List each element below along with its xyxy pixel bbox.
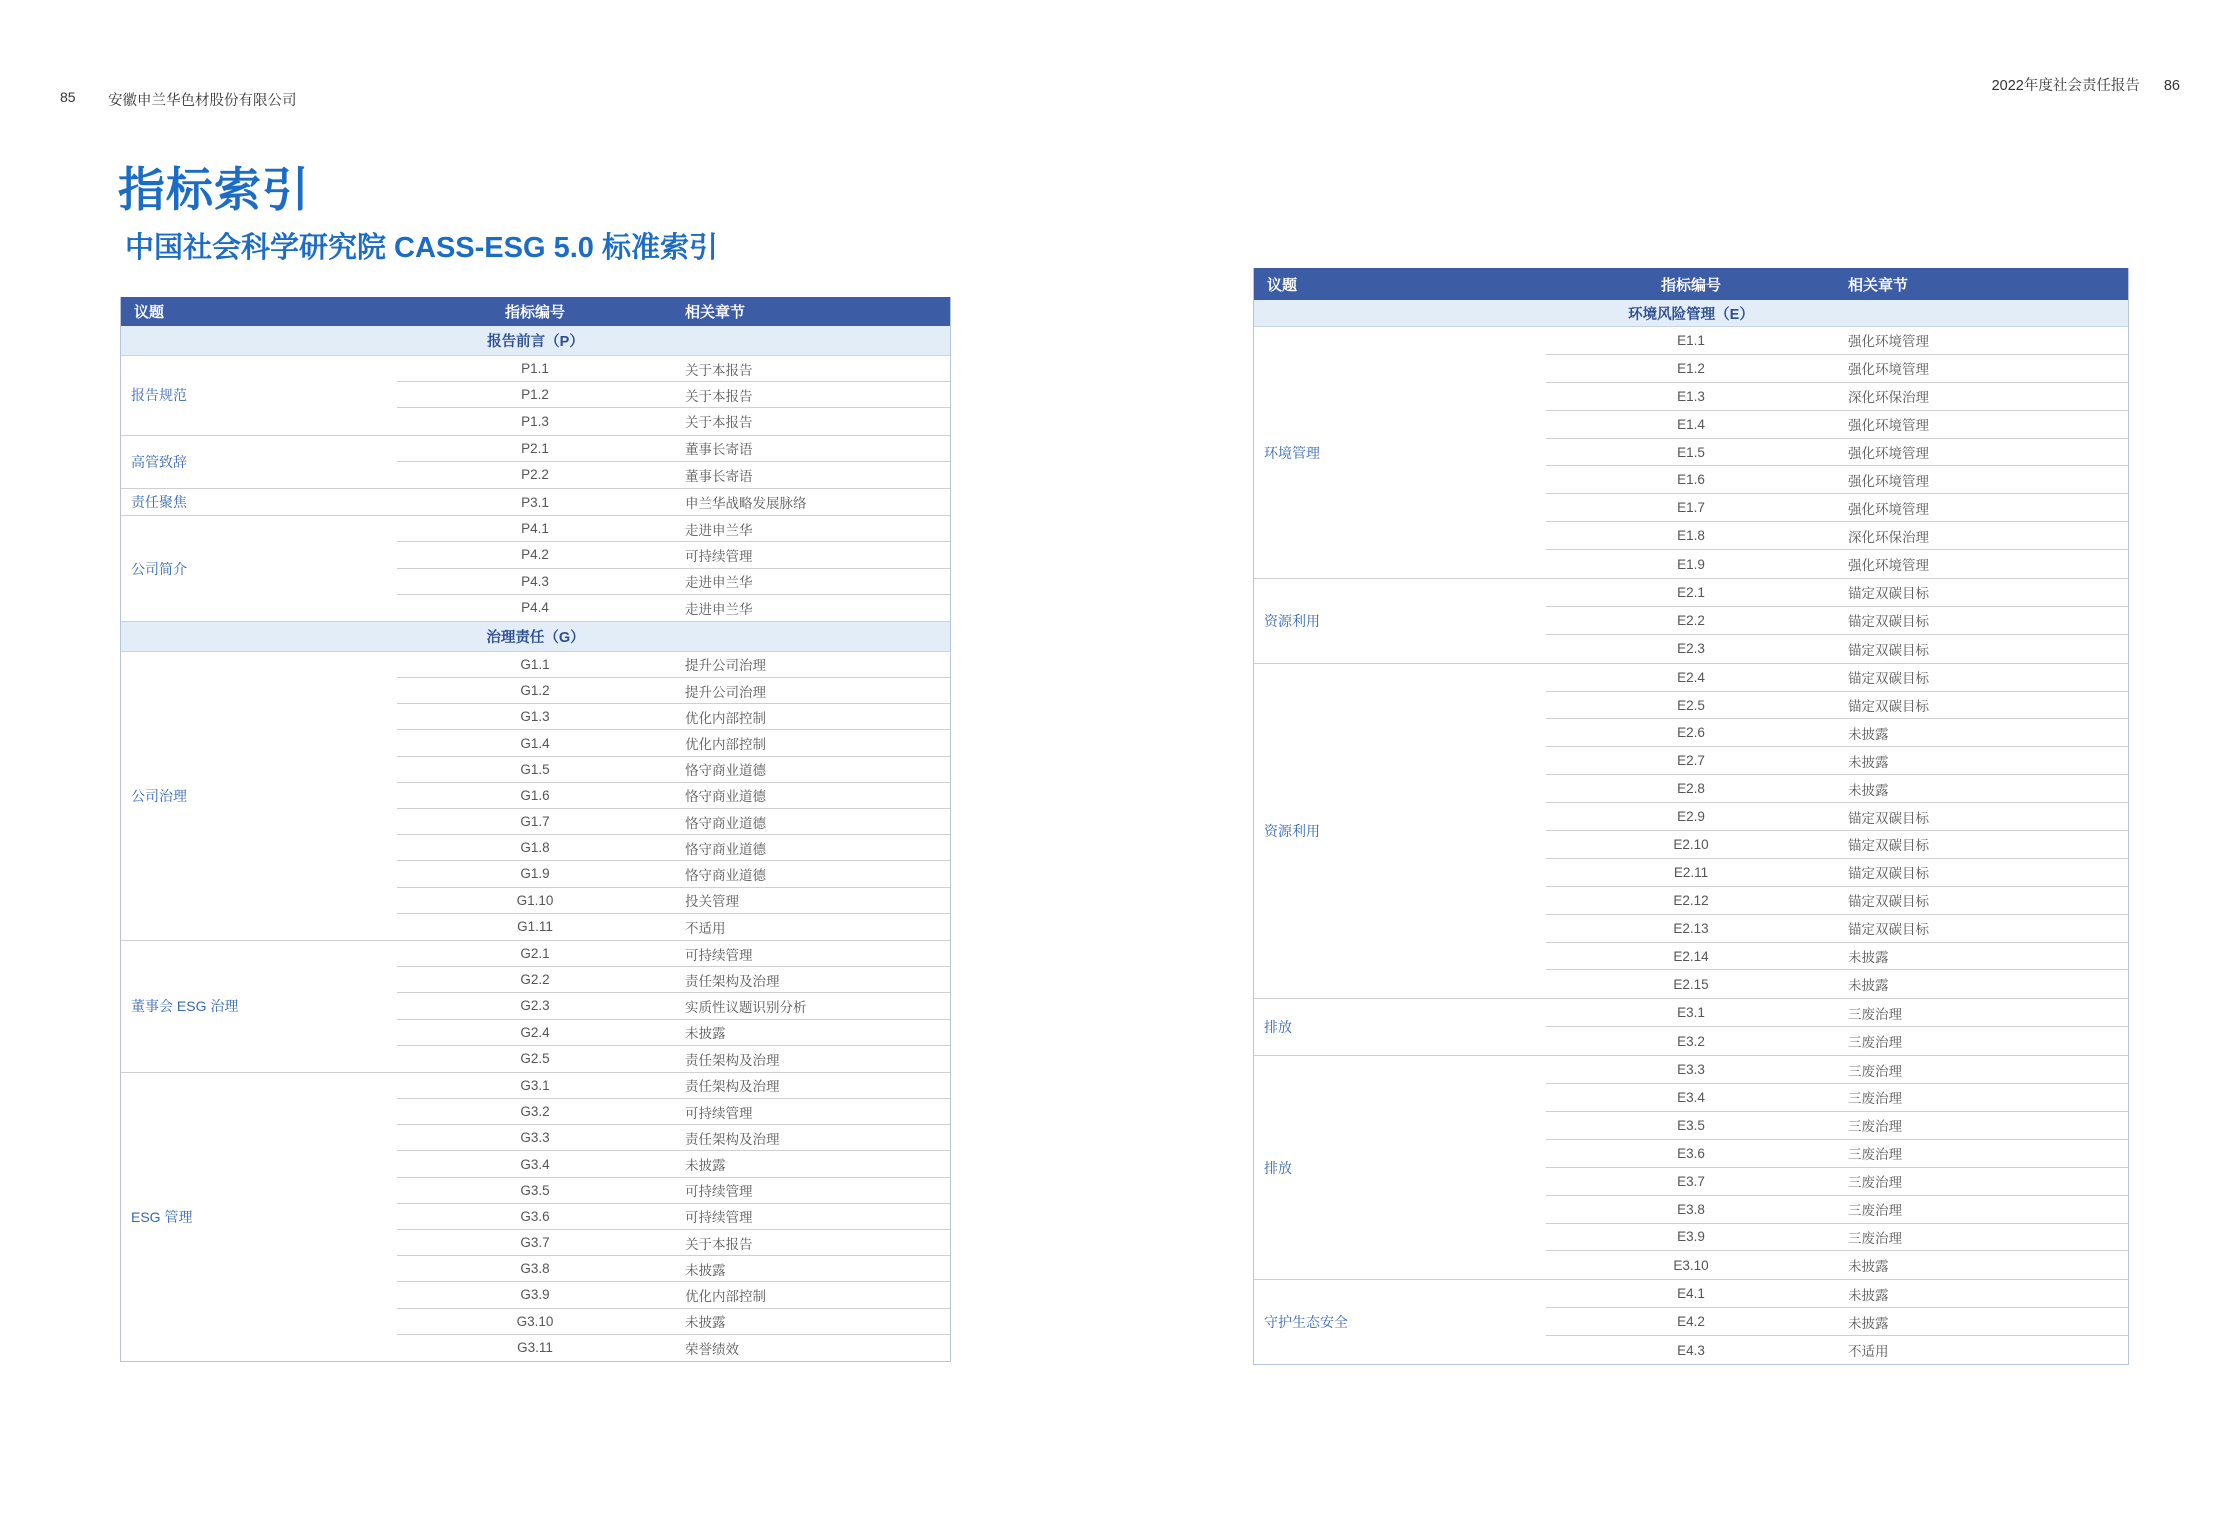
table-row	[397, 941, 950, 967]
table-row	[397, 1046, 950, 1072]
indicator-code: E2.4	[1677, 669, 1705, 685]
indicator-rows	[1546, 579, 2128, 663]
chapter-name: 三废治理	[1848, 1119, 1902, 1135]
chapter-name: 锚定双碳目标	[1848, 699, 1929, 715]
indicator-code: E1.9	[1677, 556, 1705, 572]
chapter-name: 未披露	[1848, 782, 1889, 798]
chapter-name: 责任架构及治理	[685, 1079, 780, 1095]
indicator-code: E3.7	[1677, 1173, 1705, 1189]
topic-group	[121, 489, 950, 516]
indicator-code: G1.2	[520, 683, 550, 699]
table-row	[397, 993, 950, 1019]
table-row	[1546, 635, 2128, 663]
table-row	[1546, 522, 2128, 550]
table-row	[1546, 607, 2128, 635]
chapter-name: 未披露	[685, 1315, 726, 1331]
table-row	[1546, 1280, 2128, 1308]
chapter-name: 走进申兰华	[685, 522, 753, 538]
table-row	[1546, 747, 2128, 775]
index-table-right	[1253, 268, 2129, 1365]
chapter-name: 责任架构及治理	[685, 973, 780, 989]
indicator-code: E2.2	[1677, 612, 1705, 628]
indicator-code: E2.14	[1673, 948, 1709, 964]
indicator-code: E3.6	[1677, 1145, 1705, 1161]
indicator-code: E3.3	[1677, 1062, 1705, 1078]
chapter-name: 未披露	[1848, 1315, 1889, 1331]
indicator-code: E2.5	[1677, 697, 1705, 713]
indicator-code: E1.2	[1677, 360, 1705, 376]
index-table-left	[120, 297, 951, 1362]
table-row	[397, 489, 950, 515]
table-row	[1546, 1336, 2128, 1364]
table-row	[397, 1282, 950, 1308]
chapter-name: 责任架构及治理	[685, 1131, 780, 1147]
table-row	[1546, 664, 2128, 692]
indicator-code: G1.3	[520, 709, 550, 725]
chapter-name: 走进申兰华	[685, 575, 753, 591]
table-row	[1546, 831, 2128, 859]
indicator-code: P1.1	[521, 361, 549, 377]
chapter-name: 可持续管理	[685, 1210, 753, 1226]
topic-label: ESG 管理	[131, 1208, 193, 1225]
table-row	[1546, 411, 2128, 439]
indicator-code: E1.6	[1677, 472, 1705, 488]
table-row	[1546, 1027, 2128, 1055]
topic-label: 责任聚焦	[131, 494, 187, 511]
chapter-name: 可持续管理	[685, 1105, 753, 1121]
indicator-code: E3.2	[1677, 1033, 1705, 1049]
topic-label: 公司治理	[131, 787, 187, 804]
indicator-code: E2.13	[1673, 920, 1709, 936]
topic-label: 董事会 ESG 治理	[131, 998, 239, 1015]
indicator-code: E2.15	[1673, 976, 1709, 992]
indicator-code: G3.7	[520, 1235, 550, 1251]
indicator-code: G3.4	[520, 1156, 550, 1172]
table-row	[1546, 494, 2128, 522]
topic-label: 排放	[1264, 1159, 1292, 1176]
indicator-code: E4.1	[1677, 1286, 1705, 1302]
section-band: 治理责任（G）	[121, 622, 950, 652]
indicator-code: G2.4	[520, 1024, 550, 1040]
chapter-name: 未披露	[1848, 978, 1889, 994]
chapter-name: 深化环保治理	[1848, 390, 1929, 406]
indicator-code: G1.11	[517, 919, 553, 935]
table-row	[1546, 803, 2128, 831]
indicator-code: E3.5	[1677, 1117, 1705, 1133]
indicator-code: G2.3	[520, 998, 550, 1014]
table-row	[397, 408, 950, 434]
chapter-name: 未披露	[685, 1158, 726, 1174]
indicator-code: G3.10	[516, 1313, 554, 1329]
table-row	[1546, 1196, 2128, 1224]
chapter-name: 未披露	[1848, 1287, 1889, 1303]
table-row	[397, 783, 950, 809]
chapter-name: 未披露	[1848, 726, 1889, 742]
table-row	[1546, 1056, 2128, 1084]
indicator-code: E3.10	[1673, 1257, 1709, 1273]
table-row	[1546, 1224, 2128, 1252]
indicator-code: E2.1	[1677, 584, 1705, 600]
report-title: 2022年度社会责任报告	[1991, 78, 2140, 94]
indicator-code: P3.1	[521, 494, 549, 510]
table-row	[1546, 466, 2128, 494]
chapter-name: 优化内部控制	[685, 710, 766, 726]
table-row	[397, 569, 950, 595]
indicator-code: E2.10	[1673, 836, 1709, 852]
indicator-code: G1.10	[516, 892, 554, 908]
indicator-code: G1.8	[520, 840, 550, 856]
indicator-code: E3.1	[1677, 1005, 1705, 1021]
table-row	[1546, 327, 2128, 355]
table-row	[397, 356, 950, 382]
chapter-name: 董事长寄语	[685, 468, 753, 484]
chapter-name: 关于本报告	[685, 362, 753, 378]
indicator-code: E2.9	[1677, 809, 1705, 825]
chapter-name: 锚定双碳目标	[1848, 838, 1929, 854]
chapter-name: 锚定双碳目标	[1848, 866, 1929, 882]
chapter-name: 关于本报告	[685, 415, 753, 431]
indicator-code: E1.3	[1677, 388, 1705, 404]
chapter-name: 锚定双碳目标	[1848, 810, 1929, 826]
indicator-code: E1.4	[1677, 416, 1705, 432]
table-row	[1546, 859, 2128, 887]
table-row	[397, 1204, 950, 1230]
chapter-name: 三废治理	[1848, 1175, 1902, 1191]
table-row	[1546, 1251, 2128, 1279]
table-row	[397, 1151, 950, 1177]
table-row	[1546, 550, 2128, 578]
table-header-row	[1254, 268, 2128, 300]
table-row	[1546, 719, 2128, 747]
table-row	[397, 542, 950, 568]
indicator-rows	[397, 516, 950, 621]
chapter-name: 强化环境管理	[1848, 362, 1929, 378]
indicator-code: G3.11	[517, 1340, 553, 1356]
section-band: 报告前言（P）	[121, 326, 950, 356]
table-row	[397, 1020, 950, 1046]
topic-label: 公司简介	[131, 560, 187, 577]
indicator-rows	[1546, 327, 2128, 578]
chapter-name: 投关管理	[685, 894, 739, 910]
chapter-name: 关于本报告	[685, 388, 753, 404]
table-row	[1546, 1168, 2128, 1196]
header-topic: 议题	[134, 304, 165, 321]
indicator-code: P4.3	[521, 573, 549, 589]
header-chapter: 相关章节	[685, 304, 746, 321]
topic-group	[1254, 664, 2128, 1000]
chapter-name: 申兰华战略发展脉络	[685, 496, 807, 512]
indicator-code: G3.3	[520, 1130, 550, 1146]
chapter-name: 可持续管理	[685, 548, 753, 564]
table-row	[397, 1099, 950, 1125]
chapter-name: 强化环境管理	[1848, 446, 1929, 461]
table-row	[397, 595, 950, 621]
chapter-name: 荣誉绩效	[685, 1341, 739, 1357]
chapter-name: 实质性议题识别分析	[685, 999, 807, 1015]
indicator-code: P1.3	[521, 413, 549, 429]
table-row	[397, 888, 950, 914]
table-row	[1546, 915, 2128, 943]
table-row	[397, 1230, 950, 1256]
topic-label: 高管致辞	[131, 453, 187, 470]
table-row	[1546, 887, 2128, 915]
indicator-rows	[1546, 999, 2128, 1055]
table-row	[397, 1309, 950, 1335]
chapter-name: 未披露	[1848, 950, 1889, 966]
table-row	[397, 757, 950, 783]
table-row	[397, 1073, 950, 1099]
indicator-code: E2.7	[1677, 753, 1705, 769]
table-row	[397, 652, 950, 678]
chapter-name: 未披露	[1848, 1259, 1889, 1275]
chapter-name: 提升公司治理	[685, 684, 766, 700]
chapter-name: 强化环境管理	[1848, 558, 1929, 574]
table-row	[397, 678, 950, 704]
table-row	[397, 704, 950, 730]
indicator-rows	[397, 652, 950, 940]
chapter-name: 恪守商业道德	[685, 815, 766, 831]
table-row	[1546, 943, 2128, 971]
topic-group	[121, 356, 950, 436]
chapter-name: 恪守商业道德	[685, 867, 766, 883]
table-row	[397, 1125, 950, 1151]
indicator-rows	[1546, 1280, 2128, 1364]
chapter-name: 锚定双碳目标	[1848, 614, 1929, 630]
chapter-name: 锚定双碳目标	[1848, 894, 1929, 910]
table-row	[397, 967, 950, 993]
table-row	[397, 730, 950, 756]
indicator-code: G3.2	[520, 1104, 550, 1120]
indicator-code: E3.4	[1677, 1089, 1705, 1105]
chapter-name: 三废治理	[1848, 1035, 1902, 1051]
page-title: 指标索引	[118, 163, 310, 216]
chapter-name: 三废治理	[1848, 1063, 1902, 1079]
topic-group	[1254, 579, 2128, 664]
topic-group	[121, 652, 950, 941]
table-row	[397, 809, 950, 835]
table-row	[1546, 775, 2128, 803]
table-row	[1546, 1112, 2128, 1140]
indicator-code: G1.6	[520, 787, 550, 803]
topic-group	[121, 436, 950, 489]
indicator-code: E1.7	[1677, 500, 1705, 516]
table-row	[1546, 1308, 2128, 1336]
header-indicator: 指标编号	[1660, 276, 1721, 294]
chapter-name: 可持续管理	[685, 1184, 753, 1200]
indicator-code: G2.5	[520, 1051, 550, 1067]
table-row	[397, 462, 950, 488]
chapter-name: 董事长寄语	[685, 442, 753, 458]
table-row	[1546, 579, 2128, 607]
chapter-name: 锚定双碳目标	[1848, 671, 1929, 687]
topic-label: 守护生态安全	[1264, 1314, 1348, 1331]
indicator-code: E4.2	[1677, 1314, 1705, 1330]
indicator-code: G1.1	[520, 656, 550, 672]
indicator-code: E2.6	[1677, 725, 1705, 741]
table-row	[1546, 999, 2128, 1027]
topic-label: 报告规范	[131, 387, 187, 404]
table-row	[1546, 439, 2128, 467]
indicator-code: G3.5	[520, 1182, 550, 1198]
chapter-name: 锚定双碳目标	[1848, 922, 1929, 938]
indicator-code: G1.9	[520, 866, 550, 882]
chapter-name: 三废治理	[1848, 1006, 1902, 1022]
chapter-name: 锚定双碳目标	[1848, 586, 1929, 602]
topic-label: 环境管理	[1264, 444, 1320, 461]
indicator-code: G3.1	[520, 1077, 550, 1093]
indicator-code: P4.4	[521, 600, 549, 616]
indicator-code: E2.12	[1673, 892, 1709, 908]
chapter-name: 恪守商业道德	[685, 763, 766, 779]
indicator-code: E2.3	[1677, 641, 1705, 657]
indicator-code: P4.1	[521, 521, 549, 537]
table-row	[397, 382, 950, 408]
indicator-code: G1.5	[520, 761, 550, 777]
indicator-code: P2.2	[521, 467, 549, 483]
chapter-name: 走进申兰华	[685, 601, 753, 617]
chapter-name: 不适用	[1848, 1344, 1889, 1359]
table-row	[1546, 355, 2128, 383]
running-header-right	[1992, 74, 2180, 95]
chapter-name: 关于本报告	[685, 1236, 753, 1252]
chapter-name: 可持续管理	[685, 947, 753, 963]
chapter-name: 提升公司治理	[685, 658, 766, 674]
indicator-rows	[1546, 664, 2128, 999]
chapter-name: 恪守商业道德	[685, 789, 766, 805]
topic-group	[121, 1073, 950, 1361]
indicator-code: G2.1	[520, 946, 550, 962]
table-header-row	[121, 297, 950, 326]
topic-label: 资源利用	[1264, 823, 1320, 840]
table-row	[397, 516, 950, 542]
topic-group	[121, 516, 950, 622]
indicator-code: G2.2	[520, 972, 550, 988]
table-row	[1546, 1084, 2128, 1112]
table-row	[1546, 692, 2128, 720]
table-row	[397, 1335, 950, 1361]
indicator-code: E4.3	[1677, 1342, 1705, 1358]
indicator-rows	[1546, 1056, 2128, 1279]
page-number-left: 85	[60, 89, 76, 105]
indicator-code: P1.2	[521, 387, 549, 403]
topic-group	[1254, 1056, 2128, 1280]
indicator-code: G1.7	[520, 814, 550, 830]
topic-label: 排放	[1264, 1019, 1292, 1036]
chapter-name: 未披露	[685, 1262, 726, 1278]
indicator-code: G3.8	[520, 1261, 550, 1277]
indicator-code: E3.9	[1677, 1229, 1705, 1245]
topic-label: 资源利用	[1264, 612, 1320, 629]
chapter-name: 优化内部控制	[685, 737, 766, 753]
indicator-code: E3.8	[1677, 1201, 1705, 1217]
page-subtitle: 中国社会科学研究院 CASS-ESG 5.0 标准索引	[125, 232, 718, 264]
indicator-code: E1.8	[1677, 528, 1705, 544]
company-name: 安徽申兰华色材股份有限公司	[108, 93, 297, 109]
chapter-name: 三废治理	[1848, 1147, 1902, 1163]
topic-group	[1254, 999, 2128, 1056]
indicator-rows	[397, 941, 950, 1072]
topic-group	[1254, 1280, 2128, 1364]
indicator-rows	[397, 1073, 950, 1361]
chapter-name: 强化环境管理	[1848, 473, 1929, 489]
indicator-code: E1.5	[1677, 444, 1705, 460]
chapter-name: 强化环境管理	[1848, 501, 1929, 517]
indicator-code: G1.4	[520, 735, 550, 751]
table-row	[1546, 1140, 2128, 1168]
indicator-rows	[397, 489, 950, 515]
chapter-name: 责任架构及治理	[685, 1052, 780, 1068]
chapter-name: 未披露	[685, 1026, 726, 1042]
header-chapter: 相关章节	[1848, 276, 1909, 294]
chapter-name: 强化环境管理	[1848, 418, 1929, 434]
chapter-name: 优化内部控制	[685, 1288, 766, 1304]
header-indicator: 指标编号	[504, 304, 565, 321]
table-row	[397, 914, 950, 940]
table-row	[397, 835, 950, 861]
indicator-code: G3.6	[520, 1208, 550, 1224]
chapter-name: 三废治理	[1848, 1091, 1902, 1107]
chapter-name: 强化环境管理	[1848, 334, 1929, 350]
indicator-rows	[397, 436, 950, 488]
table-row	[397, 436, 950, 462]
topic-group	[121, 941, 950, 1073]
header-topic: 议题	[1267, 276, 1298, 294]
indicator-rows	[397, 356, 950, 435]
table-row	[1546, 970, 2128, 998]
chapter-name: 恪守商业道德	[685, 841, 766, 857]
table-row	[397, 861, 950, 887]
chapter-name: 三废治理	[1848, 1230, 1902, 1246]
chapter-name: 锚定双碳目标	[1848, 642, 1929, 658]
indicator-code: P4.2	[521, 547, 549, 563]
topic-group	[1254, 327, 2128, 579]
chapter-name: 三废治理	[1848, 1203, 1902, 1219]
section-band: 环境风险管理（E）	[1254, 300, 2128, 327]
table-row	[397, 1178, 950, 1204]
chapter-name: 不适用	[685, 920, 726, 936]
indicator-code: E1.1	[1677, 332, 1705, 348]
table-row	[1546, 383, 2128, 411]
indicator-code: E2.8	[1677, 781, 1705, 797]
page-number-right: 86	[2163, 78, 2180, 94]
indicator-code: E2.11	[1673, 864, 1709, 880]
chapter-name: 深化环保治理	[1848, 529, 1929, 545]
chapter-name: 未披露	[1848, 754, 1889, 770]
table-row	[397, 1256, 950, 1282]
indicator-code: G3.9	[520, 1287, 550, 1303]
indicator-code: P2.1	[521, 440, 549, 456]
